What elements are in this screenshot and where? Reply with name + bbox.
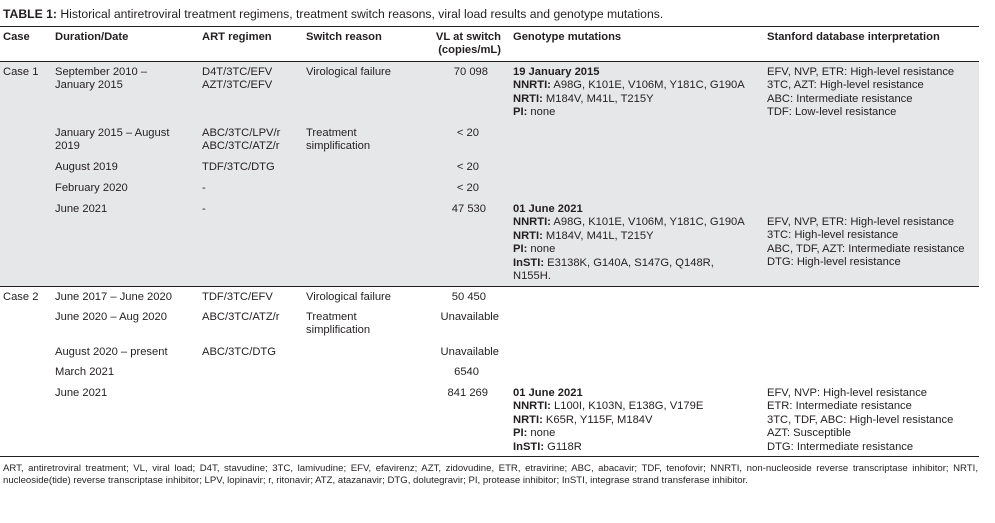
top-rule bbox=[0, 26, 979, 27]
case1-row5-art: - bbox=[202, 203, 206, 215]
case-2-label: Case 2 bbox=[3, 291, 39, 303]
case2-row5-vl: 841 269 bbox=[447, 387, 488, 399]
case1-row1-switch: Virological failure bbox=[306, 66, 391, 78]
case1-row2-vl: < 20 bbox=[456, 127, 479, 139]
case2-row4-duration: March 2021 bbox=[55, 366, 115, 378]
case2-row1-duration: June 2017 – June 2020 bbox=[55, 291, 172, 303]
caption-label: TABLE 1: bbox=[3, 7, 57, 21]
case2-row2-duration: June 2020 – Aug 2020 bbox=[55, 311, 167, 323]
case2-row3-duration: August 2020 – present bbox=[55, 346, 168, 358]
case2-row1-switch: Virological failure bbox=[306, 291, 391, 303]
header-art-regimen: ART regimen bbox=[202, 31, 272, 43]
case2-row2-vl: Unavailable bbox=[440, 311, 499, 323]
case2-row5-stanford: EFV, NVP: High-level resistance ETR: Intermediate resistance 3TC, TDF, ABC: High-level resistance AZT: Susceptible DTG: Intermediate resistance bbox=[767, 387, 954, 453]
bottom-rule bbox=[0, 456, 979, 457]
case1-row1-duration: September 2010 – January 2015 bbox=[55, 66, 148, 92]
header-stanford: Stanford database interpretation bbox=[767, 31, 940, 43]
header-switch-reason: Switch reason bbox=[306, 31, 382, 43]
case1-row3-vl: < 20 bbox=[456, 161, 479, 173]
case2-row1-vl: 50 450 bbox=[451, 291, 486, 303]
case1-row4-vl: < 20 bbox=[456, 182, 479, 194]
header-case: Case bbox=[3, 31, 30, 43]
caption-text: Historical antiretroviral treatment regimens, treatment switch reasons, viral load results and genotype mutations. bbox=[56, 7, 664, 21]
header-vl-line2: (copies/mL) bbox=[438, 44, 501, 56]
header-vl-line1: VL at switch bbox=[435, 31, 501, 43]
case2-row1-art: TDF/3TC/EFV bbox=[202, 291, 273, 303]
case2-row5-genotype: 01 June 2021 NNRTI: L100I, K103N, E138G, V179E NRTI: K65R, Y115F, M184V PI: none InSTI: G118R bbox=[513, 387, 704, 453]
case2-row3-art: ABC/3TC/DTG bbox=[202, 346, 276, 358]
table-caption bbox=[3, 8, 663, 21]
case1-row2-art: ABC/3TC/LPV/r ABC/3TC/ATZ/r bbox=[202, 127, 281, 153]
case1-row5-genotype: 01 June 2021 NNRTI: A98G, K101E, V106M, Y181C, G190A NRTI: M184V, M41L, T215Y PI: none InSTI: E3138K, G140A, S147G, Q148R, N155H. bbox=[513, 203, 745, 283]
case1-row1-stanford: EFV, NVP, ETR: High-level resistance 3TC, AZT: High-level resistance ABC: Intermediate resistance TDF: Low-level resistance bbox=[767, 66, 955, 119]
case2-row2-art: ABC/3TC/ATZ/r bbox=[202, 311, 280, 323]
table-footnote: ART, antiretroviral treatment; VL, viral load; D4T, stavudine; 3TC, lamivudine; EFV, efavirenz; AZT, zidovudine, ETR, etravirine; ABC, abacavir; TDF, tenofovir; NNRTI, non-nucleoside reverse transcriptase inhibitor; NRTI, nucleoside(tide) reverse transcriptase inhibitor; LPV, lopinavir; r, ritonavir; ATZ, atazanavir; DTG, dolutegravir; PI, protease inhibitor; InSTI, integrase strand transferase inhibitor. bbox=[3, 463, 978, 487]
case1-row1-vl: 70 098 bbox=[453, 66, 488, 78]
case1-row3-art: TDF/3TC/DTG bbox=[202, 161, 275, 173]
case1-row1-genotype: 19 January 2015 NNRTI: A98G, K101E, V106M, Y181C, G190A NRTI: M184V, M41L, T215Y PI: none bbox=[513, 66, 745, 119]
header-genotype: Genotype mutations bbox=[513, 31, 622, 43]
case1-row1-art: D4T/3TC/EFV AZT/3TC/EFV bbox=[202, 66, 273, 92]
case-divider-rule bbox=[0, 286, 979, 287]
case2-row4-vl: 6540 bbox=[454, 366, 479, 378]
case1-row2-switch: Treatment simplification bbox=[306, 127, 371, 153]
case1-row3-duration: August 2019 bbox=[55, 161, 118, 173]
header-duration: Duration/Date bbox=[55, 31, 129, 43]
case2-row5-duration: June 2021 bbox=[55, 387, 108, 399]
header-rule bbox=[0, 61, 979, 62]
case2-row3-vl: Unavailable bbox=[440, 346, 499, 358]
case1-row2-duration: January 2015 – August 2019 bbox=[55, 127, 170, 153]
case-1-label: Case 1 bbox=[3, 66, 39, 78]
case2-row2-switch: Treatment simplification bbox=[306, 311, 371, 337]
case1-row5-vl: 47 530 bbox=[451, 203, 486, 215]
case1-row5-duration: June 2021 bbox=[55, 203, 108, 215]
case1-row5-stanford: EFV, NVP, ETR: High-level resistance 3TC: High-level resistance ABC, TDF, AZT: Intermediate resistance DTG: High-level resistance bbox=[767, 216, 965, 269]
case1-row4-duration: February 2020 bbox=[55, 182, 128, 194]
case1-row4-art: - bbox=[202, 182, 206, 194]
